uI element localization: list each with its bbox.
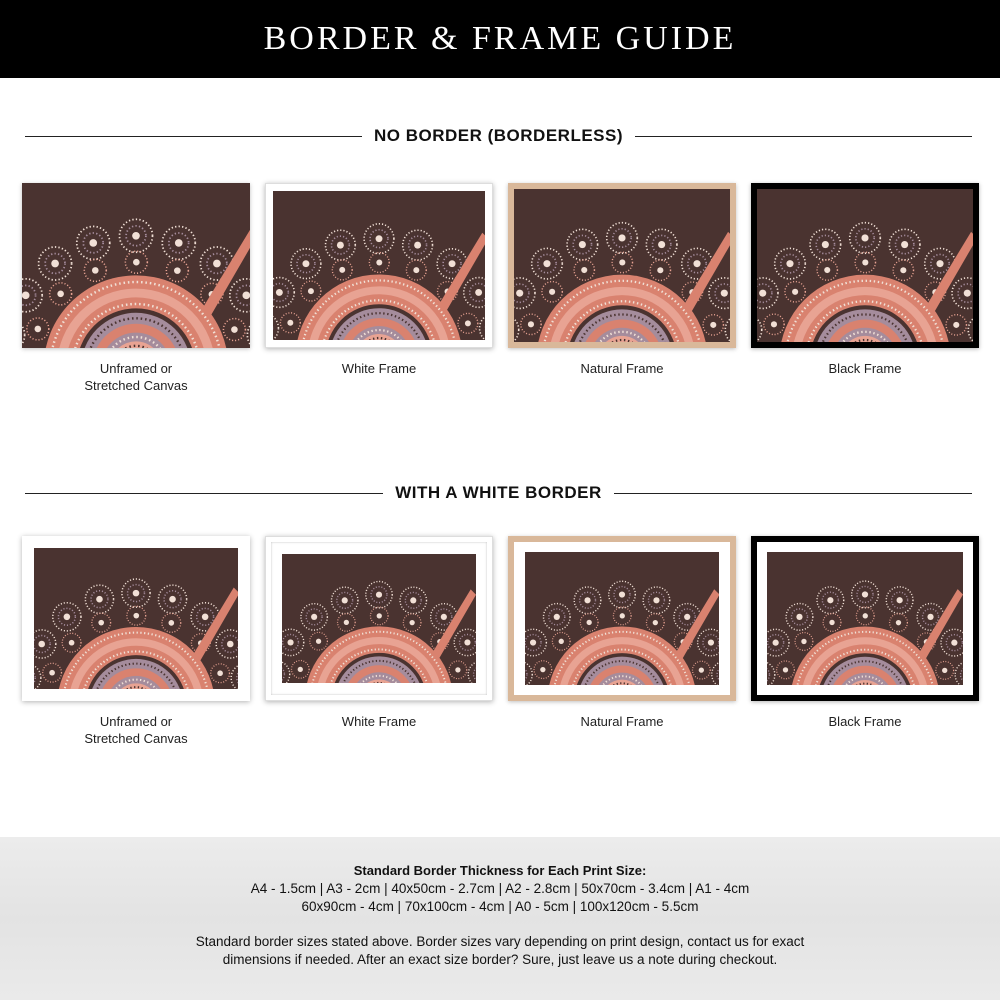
caption: Natural Frame	[580, 361, 664, 376]
white-mat	[757, 542, 973, 695]
white-frame	[265, 183, 493, 348]
artwork-image	[34, 548, 238, 689]
white-mat	[271, 542, 487, 695]
caption: White Frame	[341, 714, 417, 729]
artwork-image	[525, 552, 719, 685]
caption: White Frame	[341, 361, 417, 376]
footer-note-line: dimensions if needed. After an exact size border? Sure, just leave us a note during checkout.	[222, 952, 778, 967]
page-title: BORDER & FRAME GUIDE	[263, 20, 737, 57]
section-title: WITH A WHITE BORDER	[395, 483, 602, 502]
artwork-image	[767, 552, 963, 685]
header-banner	[0, 0, 1000, 78]
canvas-frame	[22, 536, 250, 701]
caption: Black Frame	[828, 361, 902, 376]
divider-line	[614, 493, 972, 494]
size-list-line: 60x90cm - 4cm | 70x100cm - 4cm | A0 - 5cm | 100x120cm - 5.5cm	[301, 899, 699, 914]
divider-line	[25, 136, 362, 137]
footer-border-sizes	[0, 837, 1000, 1000]
artwork-image	[514, 189, 730, 342]
natural-frame	[508, 536, 736, 701]
caption: Unframed or Stretched Canvas	[84, 714, 188, 746]
artwork-image	[273, 191, 485, 340]
section-heading-borderless	[25, 124, 972, 148]
footer-note-line: Standard border sizes stated above. Border sizes vary depending on print design, contact us for exact	[195, 934, 805, 949]
black-frame	[751, 183, 979, 348]
caption: Unframed or Stretched Canvas	[84, 361, 188, 393]
caption: Black Frame	[828, 714, 902, 729]
artwork-image	[757, 189, 973, 342]
artwork-image	[282, 554, 476, 683]
artwork-image	[22, 183, 250, 348]
white-mat	[514, 542, 730, 695]
white-frame	[265, 536, 493, 701]
black-frame	[751, 536, 979, 701]
footer-title: Standard Border Thickness for Each Print Size:	[353, 863, 647, 878]
section-title: NO BORDER (BORDERLESS)	[374, 126, 624, 145]
section-heading-white-border	[25, 481, 972, 505]
natural-frame	[508, 183, 736, 348]
size-list-line: A4 - 1.5cm | A3 - 2cm | 40x50cm - 2.7cm | A2 - 2.8cm | 50x70cm - 3.4cm | A1 - 4cm	[250, 881, 750, 896]
divider-line	[635, 136, 972, 137]
canvas-frame	[22, 183, 250, 348]
caption: Natural Frame	[580, 714, 664, 729]
divider-line	[25, 493, 383, 494]
